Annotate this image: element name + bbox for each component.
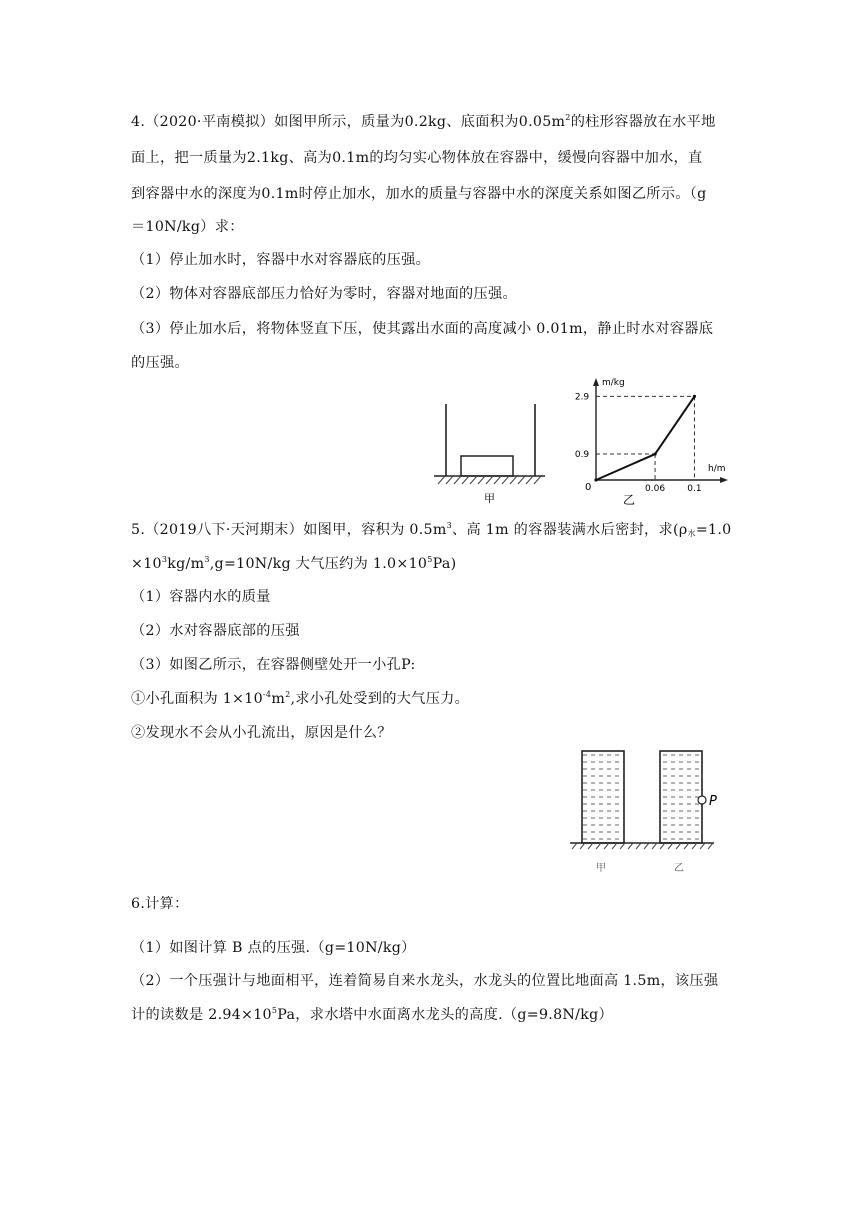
- q6-part-2b: 计的读数是 $2.94\times 10^5Pa$，求水塔中水面离水龙头的高度.（g=9.8N/kg）: [131, 1006, 613, 1023]
- x-tick-label: 0.1: [687, 484, 702, 494]
- q6-part-2a: （2）一个压强计与地面相平，连着简易自来水龙头，水龙头的位置比地面高 1.5m，该压强: [131, 973, 719, 989]
- data-point: [653, 452, 656, 455]
- hole-p-label: P: [709, 794, 717, 809]
- container-jia: [582, 751, 624, 843]
- q5-sub-2: ②发现水不会从小孔流出，原因是什么？: [131, 725, 392, 741]
- q4-line-4: ＝10N/kg）求：: [131, 219, 244, 235]
- q4-part-2: （2）物体对容器底部压力恰好为零时，容器对地面的压强。: [131, 286, 518, 302]
- q6-title: 6.计算：: [131, 896, 189, 912]
- q4-line-3: 到容器中水的深度为0.1m时停止加水，加水的质量与容器中水的深度关系如图乙所示。（g: [131, 186, 707, 202]
- container-yi: [660, 751, 702, 843]
- q4-chart-yi: [574, 374, 730, 514]
- series-segment: [655, 396, 694, 454]
- q5-line-1: 5.（2019八下·天河期末）如图甲，容积为 $0.5m^3$、高 1m 的容器装满水后密封，求($\rho_水=1.0$: [131, 521, 732, 538]
- x-axis-label: h/m: [708, 464, 726, 474]
- y-axis-label: m/kg: [602, 378, 625, 388]
- q4-part-3a: （3）停止加水后，将物体竖直下压，使其露出水面的高度减小 0.01m，静止时水对容器底: [131, 321, 714, 337]
- solid-block: [461, 456, 513, 476]
- q4-line-2: 面上，把一质量为2.1kg、高为0.1m的均匀实心物体放在容器中，缓慢向容器中加水，直: [131, 150, 703, 166]
- figure-yi-label: 乙: [623, 493, 636, 507]
- y-axis-arrow: [593, 378, 599, 386]
- x-axis-arrow: [720, 477, 728, 483]
- q4-part-1: （1）停止加水时，容器中水对容器底的压强。: [131, 252, 431, 268]
- q5-part-2: （2）水对容器底部的压强: [131, 623, 300, 639]
- data-point: [594, 478, 597, 481]
- q4-part-3b: 的压强。: [131, 355, 189, 371]
- data-point: [693, 395, 696, 398]
- q4-line-1: 4.（2020·平南模拟）如图甲所示，质量为0.2kg、底面积为$0.05m^2$的柱形容器放在水平地: [131, 113, 716, 130]
- series-segment: [596, 454, 655, 480]
- y-tick-label: 0.9: [574, 450, 590, 461]
- hole-p: [698, 796, 706, 804]
- q5-sub-1: ①小孔面积为 $1\times 10^{-4}m^2$,求小孔处受到的大气压力。: [131, 690, 470, 707]
- y-tick-label: 2.9: [574, 392, 590, 403]
- origin-label: 0: [585, 482, 592, 493]
- q4-figure-jia: [432, 374, 552, 514]
- figure-jia-label: 甲: [596, 863, 606, 874]
- x-tick-label: 0.06: [645, 484, 666, 494]
- q6-part-1: （1）如图计算 B 点的压强.（g=10N/kg）: [131, 940, 416, 956]
- q5-part-3: （3）如图乙所示，在容器侧壁处开一小孔P:: [131, 657, 416, 673]
- q5-line-2: $\times 10^3kg/m^3,g=10N/kg$ 大气压约为 $1.0\times 10^5Pa$): [131, 555, 457, 572]
- figure-yi-label: 乙: [674, 863, 684, 874]
- figure-jia-label: 甲: [484, 492, 495, 505]
- q5-figure: [566, 745, 726, 880]
- q5-part-1: （1）容器内水的质量: [131, 589, 271, 605]
